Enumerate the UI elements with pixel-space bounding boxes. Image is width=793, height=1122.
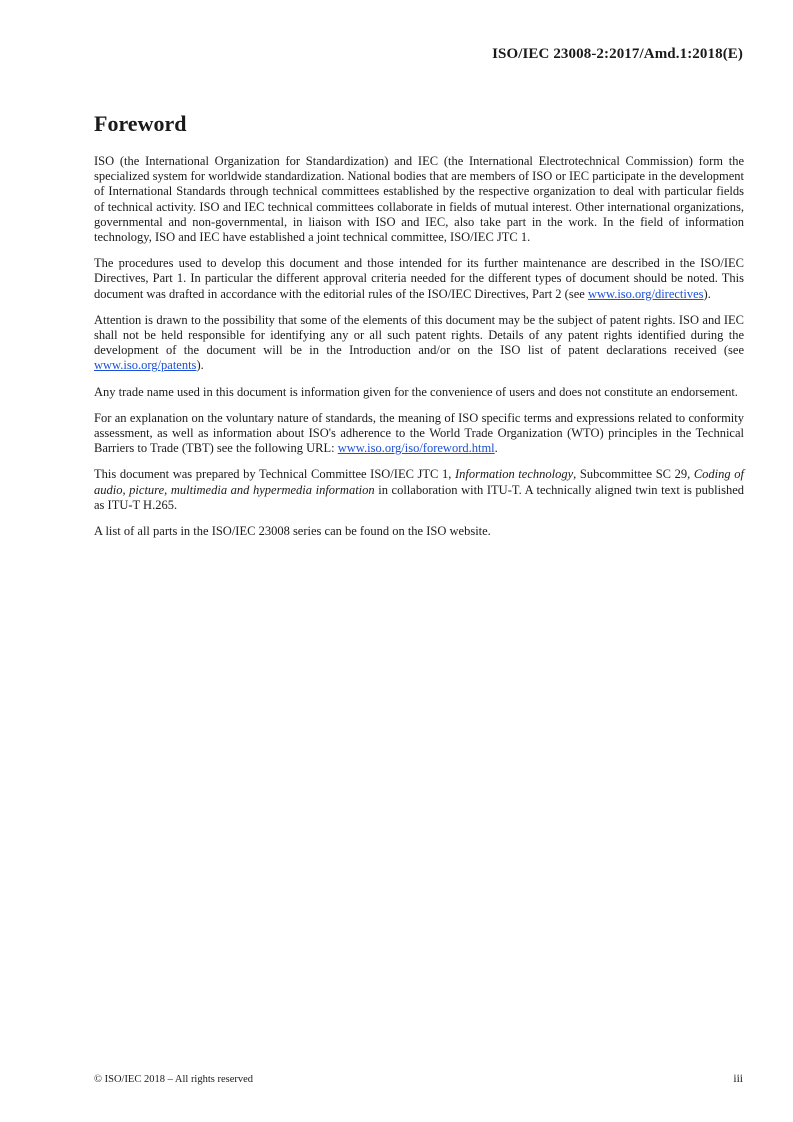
paragraph-text: For an explanation on the voluntary nature of standards, the meaning of ISO specific terms and expressions related to conformity assessment, as well as information about ISO's adherence to the World Trade Organization (WTO) principles in the Technical Barriers to Trade (TBT) see the following URL: xyxy=(94,410,744,456)
paragraph-text: , Subcommittee SC 29, xyxy=(573,467,694,482)
subcommittee-title: Coding of audio, picture, multimedia and hypermedia information xyxy=(94,467,744,497)
footer-copyright: © ISO/IEC 2018 – All rights reserved xyxy=(94,1074,254,1085)
paragraph-patent-rights xyxy=(94,313,744,374)
page-title: Foreword xyxy=(94,111,187,136)
paragraph-series-list: A list of all parts in the ISO/IEC 23008 series can be found on the ISO website. xyxy=(94,524,491,539)
paragraph-text: . xyxy=(494,441,498,456)
paragraph-text: ). xyxy=(703,286,711,301)
paragraph-voluntary-nature xyxy=(94,411,744,457)
paragraph-prepared-by xyxy=(94,467,744,513)
paragraph-text: ). xyxy=(196,358,204,373)
paragraph-text: This document was prepared by Technical Committee ISO/IEC JTC 1, xyxy=(94,467,455,482)
footer-page-number: iii xyxy=(733,1073,743,1085)
paragraph-iso-iec-intro: ISO (the International Organization for Standardization) and IEC (the International Electrotechnical Commission) form the specialized system for worldwide standardization. National bodies that are members of ISO or IEC participate in the development of International Standards through technical committees established by the respective organization to deal with particular fields of technical activity. ISO and IEC technical committees collaborate in fields of mutual interest. Other international organizations, governmental and non-governmental, in liaison with ISO and IEC, also take part in the work. In the field of information technology, ISO and IEC have established a joint technical committee, ISO/IEC JTC 1. xyxy=(94,154,744,245)
link-iso-foreword[interactable]: www.iso.org/iso/foreword.html xyxy=(337,441,495,456)
link-iso-directives[interactable]: www.iso.org/directives xyxy=(587,286,704,301)
paragraph-procedures xyxy=(94,256,744,302)
paragraph-trade-name: Any trade name used in this document is information given for the convenience of users and does not constitute an endorsement. xyxy=(94,384,738,399)
link-iso-patents[interactable]: www.iso.org/patents xyxy=(94,358,197,373)
document-identifier: ISO/IEC 23008-2:2017/Amd.1:2018(E) xyxy=(492,46,743,62)
foreword-body xyxy=(94,154,744,550)
paragraph-text: in collaboration with ITU-T. A technically aligned twin text is published as ITU-T H.265. xyxy=(94,482,744,512)
committee-title: Information technology xyxy=(454,467,574,482)
paragraph-text: The procedures used to develop this document and those intended for its further maintenance are described in the ISO/IEC Directives, Part 1. In particular the different approval criteria needed for the different types of document should be noted. This document was drafted in accordance with the editorial rules of the ISO/IEC Directives, Part 2 (see xyxy=(94,256,744,301)
paragraph-text: Attention is drawn to the possibility that some of the elements of this document may be the subject of patent rights. ISO and IEC shall not be held responsible for identifying any or all such patent rights. Details of any patent rights identified during the development of the document will be in the Introduction and/or on the ISO list of patent declarations received (see xyxy=(94,312,744,358)
